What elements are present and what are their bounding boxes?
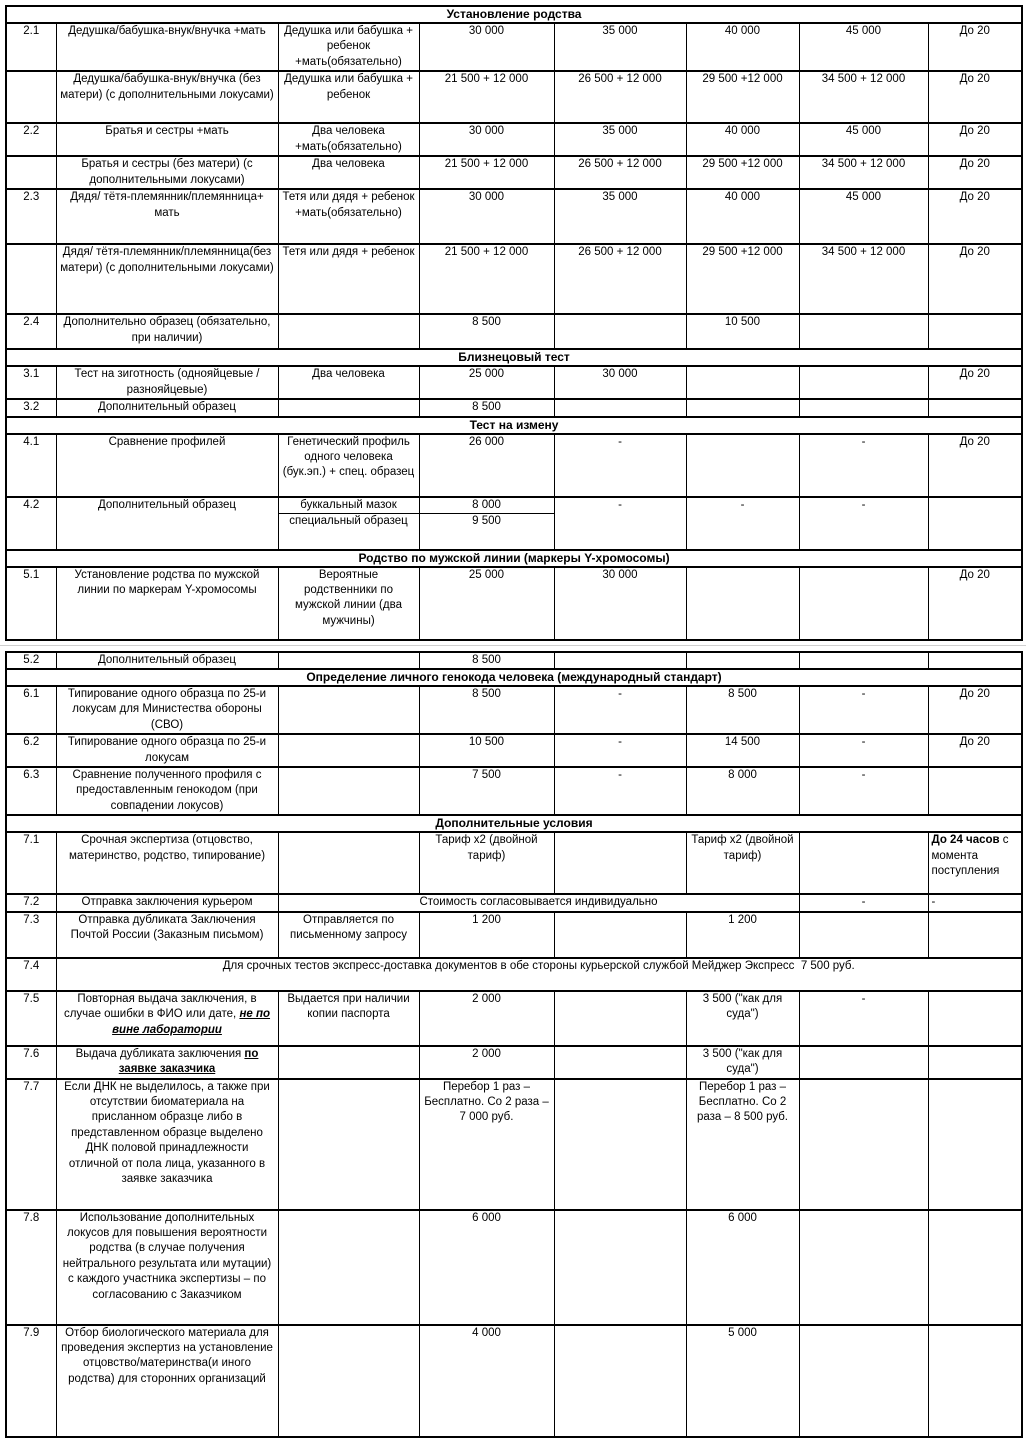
- table-cell: 29 500 +12 000: [686, 71, 799, 123]
- table-cell: -: [554, 767, 686, 815]
- table-cell: 10 500: [419, 734, 554, 767]
- table-cell: Использование дополнительных локусов для повышения вероятности родства (в случае получения нейтрального результата или мутации) с каждого участника экспертизы – по согласованию с Заказчиком: [56, 1210, 278, 1325]
- table-cell: 8 500: [419, 314, 554, 349]
- table-cell: 25 000: [419, 567, 554, 640]
- text-run: с момента поступления: [931, 834, 1009, 878]
- row-number-cell: 3.2: [6, 399, 56, 416]
- table-cell: [278, 497, 419, 550]
- table-cell: Дополнительно образец (обязательно, при наличии): [56, 314, 278, 349]
- row-number-cell: 7.3: [6, 912, 56, 958]
- row-number-cell: [6, 71, 56, 123]
- table-cell: 26 500 + 12 000: [554, 156, 686, 189]
- table-row: [6, 189, 1022, 244]
- table-cell: 4 000: [419, 1325, 554, 1437]
- table-cell: 8 500: [419, 652, 554, 669]
- table-cell: [928, 767, 1022, 815]
- sub-cell: 8 000: [420, 498, 554, 514]
- table-cell: Дедушка/бабушка-внук/внучка +мать: [56, 23, 278, 71]
- row-number-cell: 3.1: [6, 366, 56, 399]
- table-cell: Дядя/ тётя-племянник/племянница+ мать: [56, 189, 278, 244]
- table-row: [6, 1079, 1022, 1210]
- table-cell: [554, 912, 686, 958]
- table-cell: 10 500: [686, 314, 799, 349]
- table-cell: 35 000: [554, 23, 686, 71]
- table-cell: Отправка заключения курьером: [56, 894, 278, 911]
- table-cell: До 20: [928, 71, 1022, 123]
- table-cell: [554, 1079, 686, 1210]
- section-header-row: [6, 550, 1022, 567]
- row-number-cell: 5.2: [6, 652, 56, 669]
- section-header: Установление родства: [6, 6, 1022, 23]
- table-cell: Тест на зиготность (однояйцевые /разнояйцевые): [56, 366, 278, 399]
- table-row: [6, 1210, 1022, 1325]
- table-cell: [928, 1079, 1022, 1210]
- table-row: [6, 912, 1022, 958]
- table-cell: [554, 1325, 686, 1437]
- table-row: [6, 686, 1022, 734]
- row-number-cell: 6.1: [6, 686, 56, 734]
- table-cell: Если ДНК не выделилось, а также при отсутствии биоматериала на присланном образце либо в представленном образце выделено ДНК половой принадлежности отличной от пола лица, указанного в заявке заказчика: [56, 1079, 278, 1210]
- table-cell: Вероятные родственники по мужской линии (два мужчины): [278, 567, 419, 640]
- table-cell: [799, 832, 928, 894]
- section-header: Близнецовый тест: [6, 349, 1022, 366]
- table-cell: Два человека: [278, 366, 419, 399]
- table-cell: [799, 399, 928, 416]
- table-cell: 8 500: [419, 686, 554, 734]
- section-header-row: [6, 6, 1022, 23]
- table-cell: [928, 1046, 1022, 1079]
- table-cell: 21 500 + 12 000: [419, 71, 554, 123]
- table-cell: 30 000: [419, 189, 554, 244]
- table-cell: [799, 652, 928, 669]
- table-cell: [799, 1046, 928, 1079]
- table-cell: [554, 314, 686, 349]
- table-cell: [686, 652, 799, 669]
- table-cell: 30 000: [419, 123, 554, 156]
- table-cell: [799, 912, 928, 958]
- table-cell: [554, 832, 686, 894]
- table-row: [6, 1046, 1022, 1079]
- table-cell: 29 500 +12 000: [686, 244, 799, 314]
- text-run: по заявке заказчика: [118, 1047, 259, 1076]
- table-cell: [686, 366, 799, 399]
- table-cell: До 20: [928, 686, 1022, 734]
- table-cell: 30 000: [554, 366, 686, 399]
- table-cell: -: [554, 686, 686, 734]
- price-table-block-2: [5, 651, 1023, 1438]
- table-cell: 34 500 + 12 000: [799, 71, 928, 123]
- table-cell: [928, 497, 1022, 550]
- table-cell: [278, 832, 419, 894]
- table-cell: [799, 366, 928, 399]
- table-cell: 26 000: [419, 434, 554, 497]
- table-cell: Братья и сестры +мать: [56, 123, 278, 156]
- row-number-cell: 7.4: [6, 958, 56, 991]
- table-cell: 30 000: [419, 23, 554, 71]
- table-cell: [278, 399, 419, 416]
- table-row: [6, 767, 1022, 815]
- section-header: Дополнительные условия: [6, 815, 1022, 832]
- table-cell: Перебор 1 раз – Бесплатно. Со 2 раза – 7 000 руб.: [419, 1079, 554, 1210]
- table-cell: 40 000: [686, 123, 799, 156]
- table-cell: 40 000: [686, 189, 799, 244]
- table-cell: Генетический профиль одного человека (бук.эп.) + спец. образец: [278, 434, 419, 497]
- table-cell: [278, 767, 419, 815]
- table-cell: Стоимость согласовывается индивидуально: [278, 894, 799, 911]
- table-row: [6, 567, 1022, 640]
- table-cell: [928, 314, 1022, 349]
- table-cell: До 20: [928, 156, 1022, 189]
- table-cell: [686, 399, 799, 416]
- table-cell: До 20: [928, 244, 1022, 314]
- table-cell: 25 000: [419, 366, 554, 399]
- table-cell: До 20: [928, 366, 1022, 399]
- table-cell: [554, 991, 686, 1046]
- table-cell: -: [686, 497, 799, 550]
- row-number-cell: 4.1: [6, 434, 56, 497]
- table-cell: [928, 912, 1022, 958]
- table-cell: [419, 497, 554, 550]
- table-cell: Дополнительный образец: [56, 652, 278, 669]
- table-cell: Выдается при наличии копии паспорта: [278, 991, 419, 1046]
- table-cell: 8 500: [419, 399, 554, 416]
- table-cell: До 20: [928, 734, 1022, 767]
- table-row: [6, 23, 1022, 71]
- row-number-cell: 7.2: [6, 894, 56, 911]
- table-row: [6, 832, 1022, 894]
- row-number-cell: [6, 156, 56, 189]
- table-row: [6, 314, 1022, 349]
- row-number-cell: 7.9: [6, 1325, 56, 1437]
- table-cell: -: [554, 434, 686, 497]
- table-cell: -: [799, 894, 928, 911]
- row-number-cell: 2.2: [6, 123, 56, 156]
- table-cell: Дедушка или бабушка + ребенок +мать(обязательно): [278, 23, 419, 71]
- table-cell: 1 200: [686, 912, 799, 958]
- table-cell: До 20: [928, 189, 1022, 244]
- section-header-row: [6, 669, 1022, 686]
- table-cell: [278, 1046, 419, 1079]
- row-number-cell: 7.5: [6, 991, 56, 1046]
- sub-cell: 9 500: [472, 515, 501, 528]
- row-number-cell: 7.6: [6, 1046, 56, 1079]
- table-row: [6, 123, 1022, 156]
- table-cell: Два человека +мать(обязательно): [278, 123, 419, 156]
- row-number-cell: 7.7: [6, 1079, 56, 1210]
- table-cell: [278, 1325, 419, 1437]
- table-cell: -: [554, 734, 686, 767]
- table-cell: Дополнительный образец: [56, 399, 278, 416]
- table-row: [6, 652, 1022, 669]
- table-cell: 40 000: [686, 23, 799, 71]
- table-row: [6, 434, 1022, 497]
- table-cell: 34 500 + 12 000: [799, 156, 928, 189]
- table-cell: [928, 832, 1022, 894]
- table-cell: -: [799, 434, 928, 497]
- table-row: [6, 1325, 1022, 1437]
- row-number-cell: 2.1: [6, 23, 56, 71]
- table-row: [6, 156, 1022, 189]
- table-cell: Дедушка или бабушка + ребенок: [278, 71, 419, 123]
- table-cell: [686, 434, 799, 497]
- table-cell: Дедушка/бабушка-внук/внучка (без матери) (с дополнительными локусами): [56, 71, 278, 123]
- table-cell: -: [799, 497, 928, 550]
- table-cell: [278, 734, 419, 767]
- table-cell: [686, 567, 799, 640]
- table-row: [6, 497, 1022, 550]
- price-table-block-1: [5, 5, 1023, 641]
- table-cell: Сравнение профилей: [56, 434, 278, 497]
- table-cell: [278, 652, 419, 669]
- table-cell: 30 000: [554, 567, 686, 640]
- table-cell: [56, 1046, 278, 1079]
- table-cell: 35 000: [554, 123, 686, 156]
- table-cell: 26 500 + 12 000: [554, 71, 686, 123]
- table-cell: Тариф х2 (двойной тариф): [419, 832, 554, 894]
- table-cell: Дополнительный образец: [56, 497, 278, 550]
- table-cell: 1 200: [419, 912, 554, 958]
- table-cell: [799, 314, 928, 349]
- table-row: [6, 71, 1022, 123]
- table-cell: [928, 1325, 1022, 1437]
- table-cell: Срочная экспертиза (отцовство, материнство, родство, типирование): [56, 832, 278, 894]
- table-cell: [554, 1210, 686, 1325]
- table-cell: [928, 1210, 1022, 1325]
- section-header-row: [6, 417, 1022, 434]
- table-row: [6, 734, 1022, 767]
- row-number-cell: 7.1: [6, 832, 56, 894]
- row-number-cell: 6.3: [6, 767, 56, 815]
- table-cell: Тетя или дядя + ребенок +мать(обязательно): [278, 189, 419, 244]
- table-cell: Братья и сестры (без матери) (с дополнительными локусами): [56, 156, 278, 189]
- table-cell: -: [799, 686, 928, 734]
- table-cell: Установление родства по мужской линии по маркерам Y-хромосомы: [56, 567, 278, 640]
- table-cell: Для срочных тестов экспресс-доставка документов в обе стороны курьерской службой Мейджер Экспресс 7 500 руб.: [56, 958, 1022, 991]
- page-break-divider: [5, 641, 1022, 651]
- table-cell: Отправляется по письменному запросу: [278, 912, 419, 958]
- text-run: Выдача дубликата заключения: [75, 1047, 245, 1060]
- table-cell: 8 500: [686, 686, 799, 734]
- table-cell: Дядя/ тётя-племянник/племянница(без матери) (с дополнительными локусами): [56, 244, 278, 314]
- table-cell: 21 500 + 12 000: [419, 244, 554, 314]
- table-cell: Типирование одного образца по 25-и локусам: [56, 734, 278, 767]
- table-cell: 6 000: [686, 1210, 799, 1325]
- table-cell: До 20: [928, 123, 1022, 156]
- table-row: [6, 366, 1022, 399]
- table-cell: 34 500 + 12 000: [799, 244, 928, 314]
- table-cell: [799, 1325, 928, 1437]
- row-number-cell: [6, 244, 56, 314]
- sub-cell: буккальный мазок: [279, 498, 419, 514]
- table-cell: -: [799, 991, 928, 1046]
- table-row: [6, 991, 1022, 1046]
- section-header-row: [6, 349, 1022, 366]
- table-cell: 45 000: [799, 123, 928, 156]
- table-cell: Сравнение полученного профиля с предоставленным генокодом (при совпадении локусов): [56, 767, 278, 815]
- table-cell: Типирование одного образца по 25-и локусам для Министества обороны (СВО): [56, 686, 278, 734]
- section-header: Определение личного генокода человека (международный стандарт): [6, 669, 1022, 686]
- table-cell: 3 500 ("как для суда"): [686, 991, 799, 1046]
- table-cell: 8 000: [686, 767, 799, 815]
- table-cell: [278, 314, 419, 349]
- table-cell: До 20: [928, 23, 1022, 71]
- table-cell: 5 000: [686, 1325, 799, 1437]
- table-cell: [278, 1210, 419, 1325]
- table-cell: 2 000: [419, 991, 554, 1046]
- table-cell: [554, 1046, 686, 1079]
- text-run: До 24 часов: [931, 834, 1000, 847]
- table-cell: [554, 652, 686, 669]
- table-cell: Отправка дубликата Заключения Почтой России (Заказным письмом): [56, 912, 278, 958]
- table-cell: 29 500 +12 000: [686, 156, 799, 189]
- row-number-cell: 4.2: [6, 497, 56, 550]
- text-run: Повторная выдача заключения, в случае ошибки в ФИО или дате,: [63, 992, 257, 1021]
- table-cell: 26 500 + 12 000: [554, 244, 686, 314]
- table-cell: 2 000: [419, 1046, 554, 1079]
- sub-cell: специальный образец: [289, 515, 408, 528]
- table-cell: -: [928, 894, 1022, 911]
- table-cell: -: [554, 497, 686, 550]
- section-header: Родство по мужской линии (маркеры Y-хромосомы): [6, 550, 1022, 567]
- table-cell: 21 500 + 12 000: [419, 156, 554, 189]
- table-cell: [278, 686, 419, 734]
- table-cell: Два человека: [278, 156, 419, 189]
- table-cell: -: [799, 734, 928, 767]
- table-cell: 45 000: [799, 189, 928, 244]
- section-header: Тест на измену: [6, 417, 1022, 434]
- table-cell: [56, 991, 278, 1046]
- row-number-cell: 2.4: [6, 314, 56, 349]
- row-number-cell: 7.8: [6, 1210, 56, 1325]
- table-row: [6, 244, 1022, 314]
- section-header-row: [6, 815, 1022, 832]
- table-cell: [554, 399, 686, 416]
- table-cell: [799, 567, 928, 640]
- row-number-cell: 6.2: [6, 734, 56, 767]
- text-run: не по вине лаборатории: [112, 1008, 271, 1036]
- table-row: [6, 894, 1022, 911]
- table-cell: Тетя или дядя + ребенок: [278, 244, 419, 314]
- table-cell: [799, 1210, 928, 1325]
- table-cell: 35 000: [554, 189, 686, 244]
- table-cell: 14 500: [686, 734, 799, 767]
- table-cell: [928, 652, 1022, 669]
- page-break-line: [0, 645, 1026, 646]
- table-cell: [799, 1079, 928, 1210]
- table-cell: [928, 399, 1022, 416]
- table-cell: Тариф х2 (двойной тариф): [686, 832, 799, 894]
- table-row: [6, 399, 1022, 416]
- table-cell: 7 500: [419, 767, 554, 815]
- table-cell: До 20: [928, 434, 1022, 497]
- row-number-cell: 5.1: [6, 567, 56, 640]
- table-cell: 45 000: [799, 23, 928, 71]
- row-number-cell: 2.3: [6, 189, 56, 244]
- table-cell: [278, 1079, 419, 1210]
- table-row: [6, 958, 1022, 991]
- table-cell: 3 500 ("как для суда"): [686, 1046, 799, 1079]
- table-cell: 6 000: [419, 1210, 554, 1325]
- table-cell: -: [799, 767, 928, 815]
- table-cell: Отбор биологического материала для проведения экспертиз на установление отцовство/материнства(и иного родства) для сторонних организаций: [56, 1325, 278, 1437]
- table-cell: До 20: [928, 567, 1022, 640]
- table-cell: [928, 991, 1022, 1046]
- table-cell: Перебор 1 раз – Бесплатно. Со 2 раза – 8 500 руб.: [686, 1079, 799, 1210]
